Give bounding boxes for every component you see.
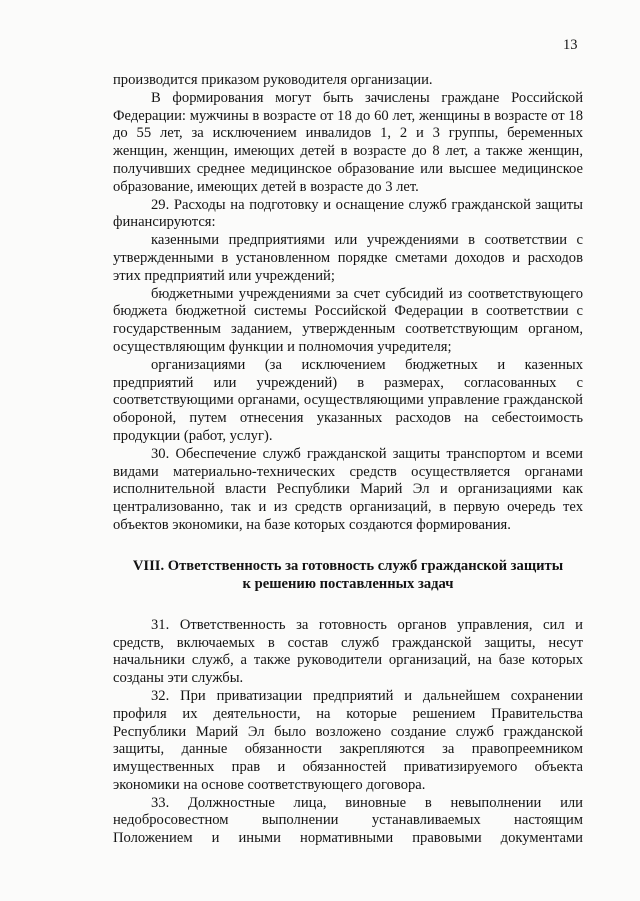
section-heading-line-1: VIII. Ответственность за готовность служб гражданской защиты xyxy=(132,557,564,574)
paragraph-30: 30. Обеспечение служб гражданской защиты транспортом и всеми видами материально-технических средств осуществляется органами исполнительной власти Республики Марий Эл и организациями как централизованно, так и из средств организаций, в первую очередь тех объектов экономики, на базе которых создаются формирования. xyxy=(113,445,583,533)
paragraph-29: 29. Расходы на подготовку и оснащение служб гражданской защиты финансируются: xyxy=(113,196,583,231)
section-heading-line-2: к решению поставленных задач xyxy=(242,575,454,592)
paragraph-continuation: производится приказом руководителя организации. xyxy=(113,72,433,88)
paragraph-33-line-2: недобросовестном выполнении устанавливаемых настоящим xyxy=(113,812,583,829)
paragraph-33-line-1: 33. Должностные лица, виновные в невыполнении или xyxy=(151,794,583,811)
document-body xyxy=(113,72,583,848)
paragraph-29-item-2: бюджетными учреждениями за счет субсидий из соответствующего бюджета бюджетной системы Российской Федерации в соответствии с государственным заданием, утвержденным соответствующим органом, осуществляющим функции и полномочия учредителя; xyxy=(113,285,583,355)
paragraph-32: 32. При приватизации предприятий и дальнейшем сохранении профиля их деятельности, на которые решением Правительства Республики Марий Эл было возложено создание служб гражданской защиты, данные обязанности закрепляются за правопреемником имущественных прав и обязанностей приватизируемого объекта экономики на основе соответствующего договора. xyxy=(113,687,583,793)
paragraph-29-item-3: организациями (за исключением бюджетных и казенных предприятий или учреждений) в размерах, согласованных с соответствующими органами, осуществляющими управление гражданской обороной, путем отнесения указанных расходов на себестоимость продукции (работ, услуг). xyxy=(113,356,583,444)
page-number: 13 xyxy=(563,37,578,53)
section-heading xyxy=(113,557,583,593)
paragraph-33 xyxy=(113,795,583,848)
paragraph-29-item-1: казенными предприятиями или учреждениями в соответствии с утвержденными в установленном порядке сметами доходов и расходов этих предприятий или учреждений; xyxy=(113,232,583,284)
paragraph-enrollment: В формирования могут быть зачислены граждане Российской Федерации: мужчины в возрасте от 18 до 60 лет, женщины в возрасте от 18 до 55 лет, за исключением инвалидов 1, 2 и 3 группы, беременных женщин, женщин, имеющих детей в возрасте до 8 лет, а также женщин, получивших среднее медицинское образование или высшее медицинское образование, имеющих детей в возрасте до 3 лет. xyxy=(113,89,583,195)
paragraph-33-line-3: Положением и иными нормативными правовыми документами xyxy=(113,830,583,847)
paragraph-31: 31. Ответственность за готовность органов управления, сил и средств, включаемых в состав служб гражданской защиты, несут начальники служб, а также руководители организаций, на базе которых созданы эти службы. xyxy=(113,616,583,687)
